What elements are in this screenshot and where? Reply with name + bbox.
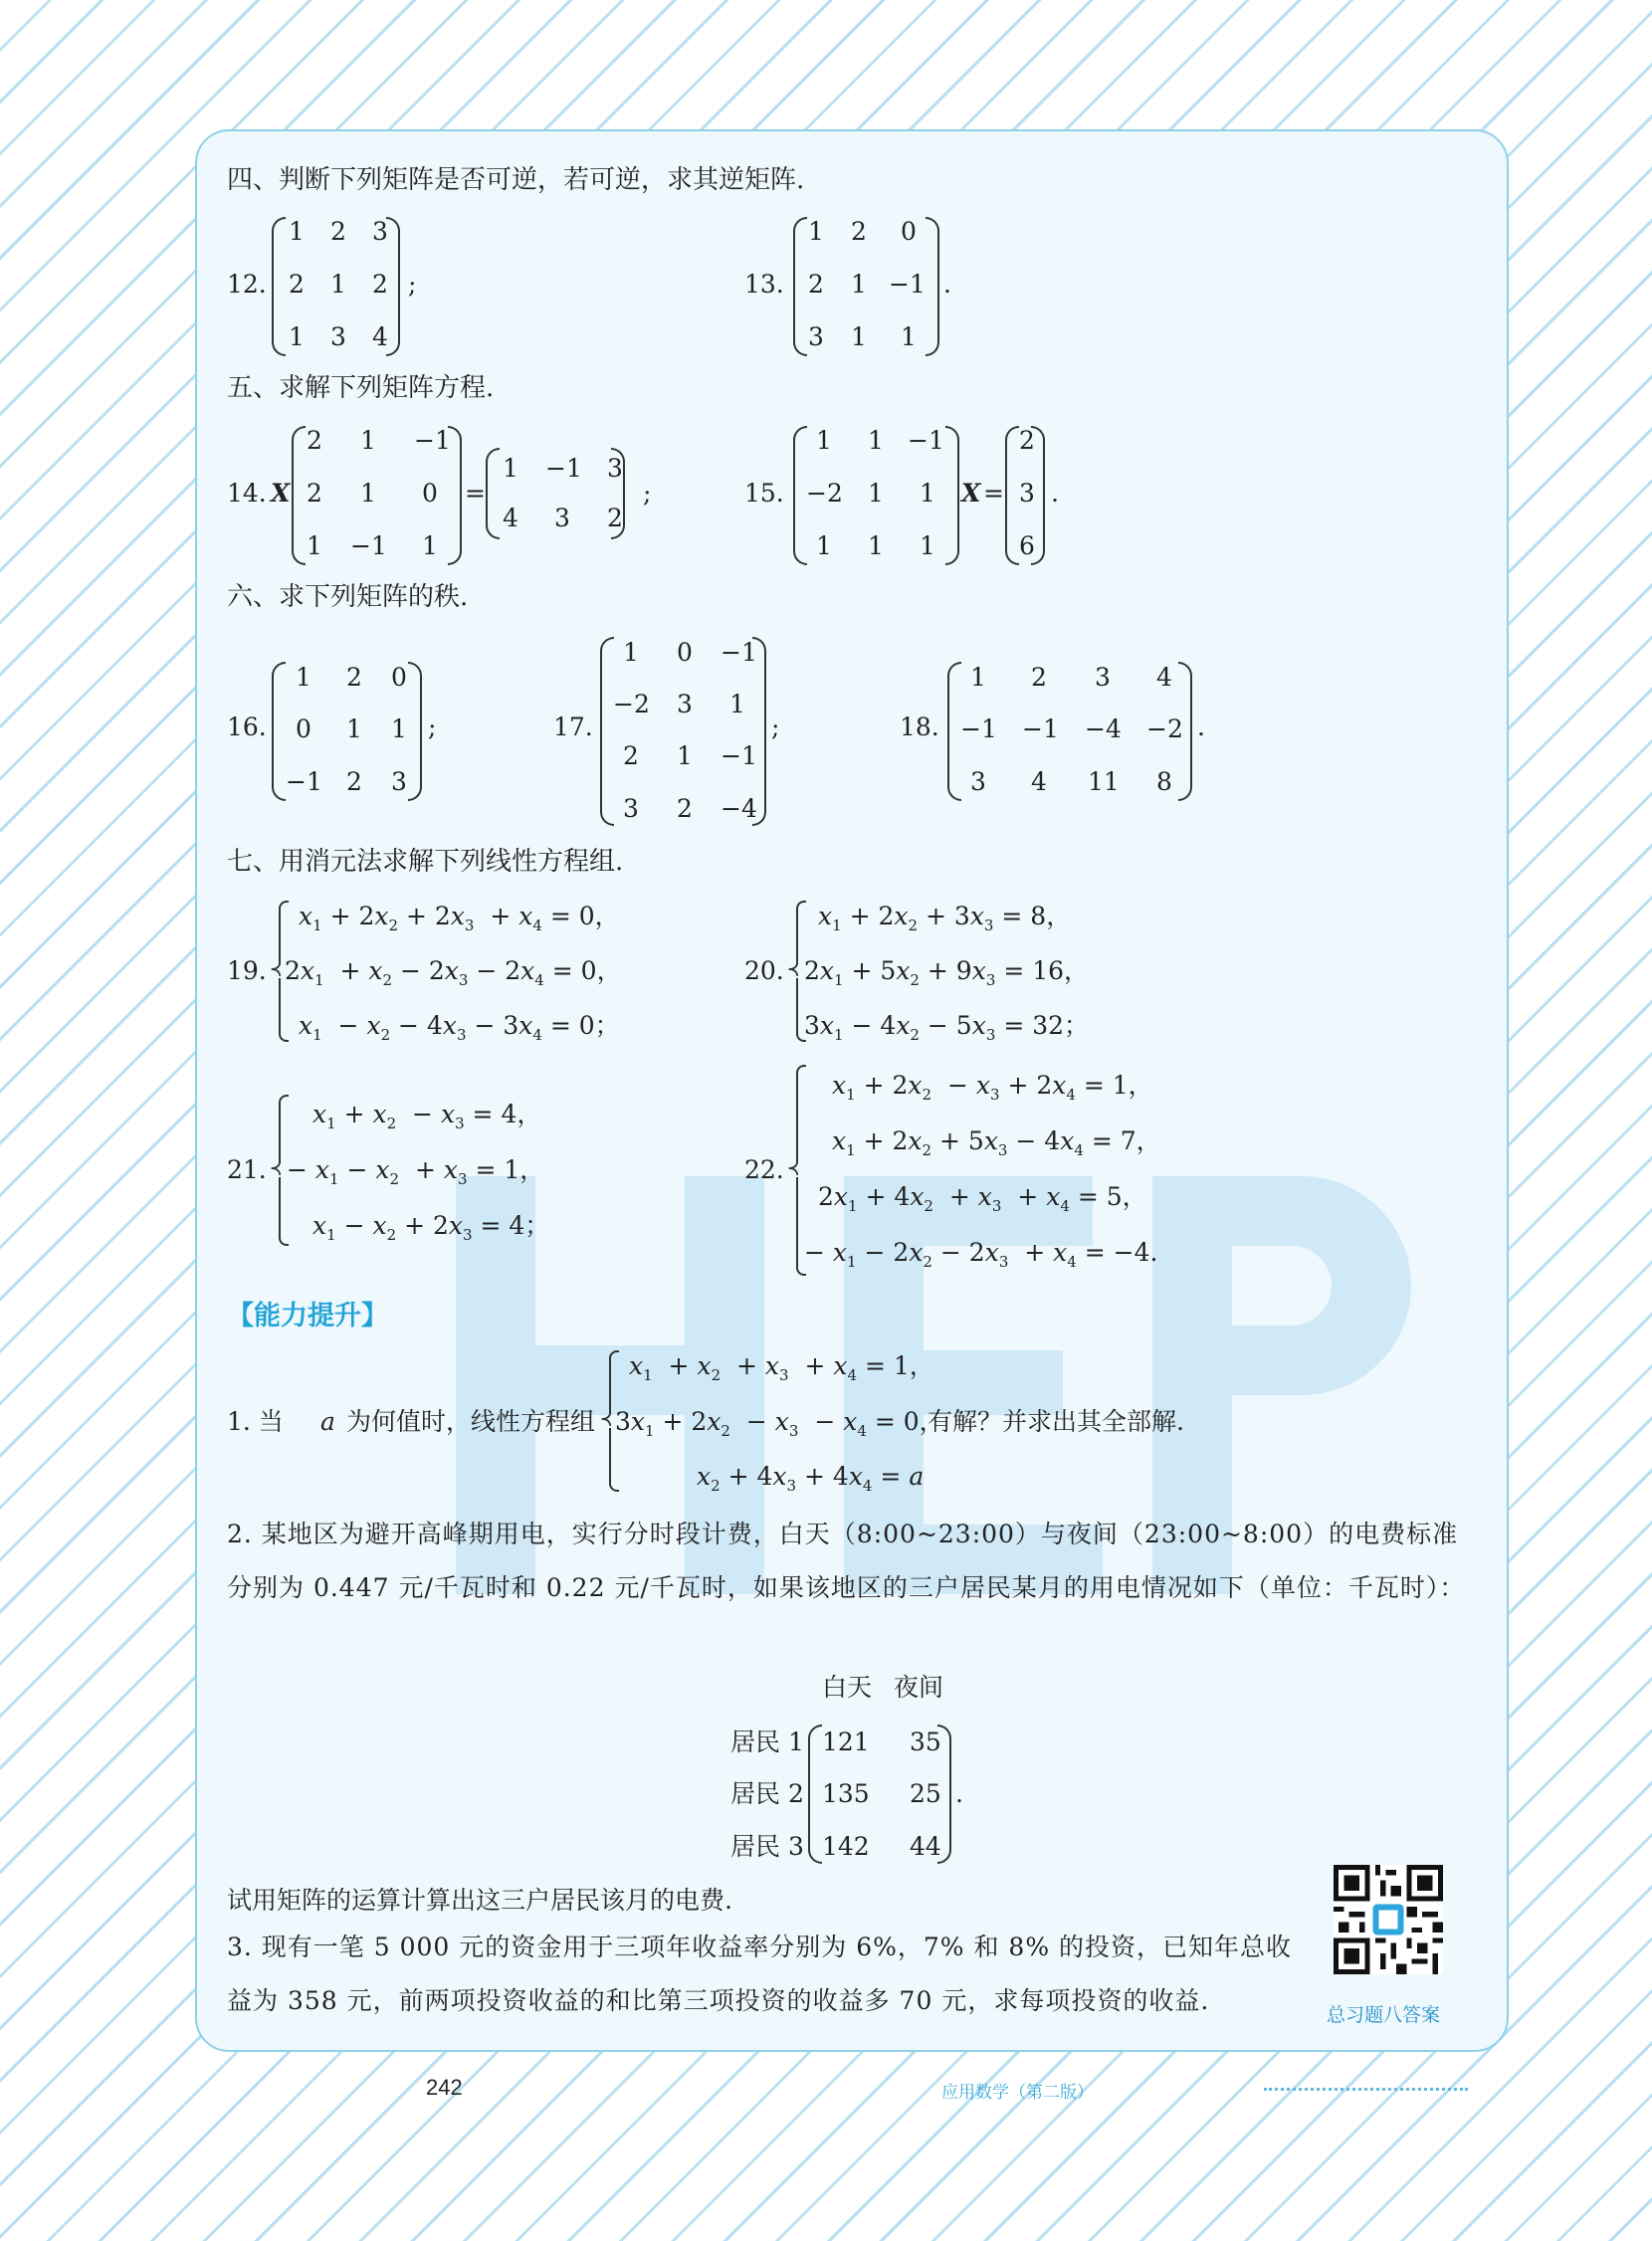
left-paren (600, 637, 614, 826)
matrix-cell: 1 (289, 322, 305, 351)
left-paren (272, 662, 286, 801)
matrix-cell: 1 (677, 741, 693, 770)
matrix-cell: 1 (816, 426, 832, 455)
column-header: 夜间 (894, 1673, 944, 1702)
equation-line: $x_1 + 2x_2 - x_3 + 2x_4 = 1$， (832, 1071, 1153, 1104)
problem-number-17: 17. (553, 713, 593, 741)
left-paren (1005, 426, 1019, 565)
matrix-cell: 0 (901, 217, 917, 246)
punctuation: ; (428, 713, 437, 741)
table-cell: 35 (910, 1728, 941, 1756)
q1-variable: a (320, 1407, 335, 1436)
matrix-cell: −1 (286, 767, 322, 796)
left-paren (793, 426, 807, 565)
equation-line: $x_1 + x_2 - x_3 = 4$， (312, 1100, 542, 1132)
left-brace (271, 901, 283, 1040)
problem-number-18: 18. (900, 713, 939, 741)
matrix-cell: 0 (391, 663, 407, 692)
q3-text: 3. 现有一笔 5 000 元的资金用于三项年收益率分别为 6%，7% 和 8% 的投资，已知年总收益为 358 元，前两项投资收益的和比第三项投资的收益多 70 元，求每项投资的收益. (227, 1933, 1293, 2015)
problem-number-19: 19. (227, 956, 267, 985)
matrix-cell: 1 (868, 531, 884, 560)
right-paren (926, 217, 939, 356)
problem-number-13: 13. (744, 270, 784, 299)
left-paren (808, 1725, 822, 1864)
row-label: 居民 1 (730, 1728, 804, 1756)
equals-sign: = (983, 479, 1004, 508)
punctuation: . (1197, 713, 1205, 741)
equation-line: $x_1 + 2x_2 + 3x_3 = 8$， (818, 902, 1072, 934)
punctuation: ; (643, 479, 652, 508)
matrix-cell: 1 (360, 479, 376, 508)
matrix-cell: 11 (1088, 767, 1120, 796)
matrix-cell: 4 (372, 322, 388, 351)
matrix-cell: −1 (350, 531, 387, 560)
matrix-cell: 1 (289, 217, 305, 246)
left-paren (486, 448, 500, 539)
row-label: 居民 2 (730, 1779, 804, 1808)
matrix-cell: 4 (1031, 767, 1047, 796)
matrix-cell: 3 (554, 504, 570, 532)
matrix-cell: 3 (808, 322, 824, 351)
matrix-cell: 1 (868, 479, 884, 508)
matrix-cell: −2 (806, 479, 843, 508)
matrix-cell: −1 (414, 426, 451, 455)
section-heading-4: 四、判断下列矩阵是否可逆，若可逆，求其逆矩阵. (227, 165, 805, 195)
matrix-cell: 2 (677, 794, 693, 823)
q1-suffix: 有解？并求出其全部解. (928, 1407, 1184, 1436)
matrix-cell: 1 (816, 531, 832, 560)
matrix-cell: 2 (623, 741, 639, 770)
left-paren (292, 426, 306, 565)
equation-line: $x_1 + 2x_2 + 5x_3 - 4x_4 = 7$， (832, 1126, 1161, 1159)
matrix-cell: −4 (1085, 714, 1122, 743)
problem-number-15: 15. (744, 479, 784, 508)
problem-number-20: 20. (744, 956, 784, 985)
matrix-cell: 2 (330, 217, 346, 246)
matrix-cell: 3 (1019, 479, 1035, 508)
matrix-cell: 4 (503, 504, 518, 532)
matrix-cell: 3 (391, 767, 407, 796)
qr-code-label: 总习题八答案 (1327, 2004, 1441, 2026)
right-paren (945, 426, 959, 565)
equation-line: $2x_1 + x_2 - 2x_3 - 2x_4 = 0$， (285, 956, 622, 989)
right-paren (408, 662, 422, 801)
matrix-variable-x: X (961, 479, 981, 508)
q1-prefix: 1. 当 (227, 1407, 284, 1436)
equation-line: $x_1 + x_2 + x_3 + x_4 = 1$， (629, 1351, 934, 1384)
ability-heading: 【能力提升】 (227, 1301, 388, 1331)
matrix-cell: 1 (422, 531, 438, 560)
matrix-cell: 1 (808, 217, 824, 246)
problem-number-14: 14. (227, 479, 267, 508)
matrix-cell: 1 (307, 531, 322, 560)
matrix-cell: 1 (623, 638, 639, 667)
table-cell: 135 (822, 1779, 870, 1808)
table-cell: 25 (910, 1779, 941, 1808)
problem-number-12: 12. (227, 270, 267, 299)
matrix-cell: 2 (851, 217, 867, 246)
left-paren (272, 217, 286, 356)
matrix-cell: 3 (623, 794, 639, 823)
matrix-cell: 3 (677, 690, 693, 718)
punctuation: ; (408, 270, 417, 299)
matrix-cell: 1 (901, 322, 917, 351)
matrix-cell: 6 (1019, 531, 1035, 560)
section-heading-7: 七、用消元法求解下列线性方程组. (227, 847, 624, 877)
matrix-cell: −2 (1146, 714, 1183, 743)
qr-code-icon[interactable] (1334, 1865, 1443, 1974)
matrix-cell: 1 (970, 663, 986, 692)
matrix-cell: 3 (330, 322, 346, 351)
matrix-cell: −1 (960, 714, 997, 743)
equals-sign: = (465, 479, 486, 508)
matrix-cell: 1 (360, 426, 376, 455)
problem-number-16: 16. (227, 713, 267, 741)
matrix-cell: 3 (1095, 663, 1111, 692)
matrix-cell: 1 (851, 270, 867, 299)
q2-text: 2. 某地区为避开高峰期用电，实行分时段计费，白天（8:00~23:00）与夜间（23:00~8:00）的电费标准分别为 0.447 元/千瓦时和 0.22 元/千瓦时，如果该地区的三户居民某月的用电情况如下（单位：千瓦时）： (227, 1520, 1466, 1602)
problem-number-22: 22. (744, 1155, 784, 1184)
punctuation: . (955, 1779, 963, 1808)
problem-number-21: 21. (227, 1155, 267, 1184)
column-header: 白天 (822, 1673, 873, 1702)
matrix-cell: 1 (503, 454, 518, 483)
book-title: 应用数学（第二版） (941, 2083, 1094, 2103)
matrix-cell: −2 (613, 690, 650, 718)
matrix-cell: −1 (545, 454, 582, 483)
matrix-cell: 1 (920, 479, 935, 508)
matrix-cell: 0 (422, 479, 438, 508)
equation-line: $3x_1 - 4x_2 - 5x_3 = 32$； (804, 1011, 1090, 1044)
matrix-cell: 1 (346, 714, 362, 743)
matrix-cell: 1 (330, 270, 346, 299)
matrix-cell: 8 (1156, 767, 1172, 796)
matrix-cell: 3 (372, 217, 388, 246)
punctuation: ; (771, 713, 780, 741)
table-cell: 121 (822, 1728, 870, 1756)
section-heading-6: 六、求下列矩阵的秩. (227, 582, 469, 612)
matrix-cell: 1 (729, 690, 745, 718)
matrix-cell: 3 (607, 454, 623, 483)
matrix-cell: 1 (296, 663, 311, 692)
left-brace (271, 1095, 283, 1244)
section-heading-5: 五、求解下列矩阵方程. (227, 373, 495, 403)
matrix-cell: 2 (289, 270, 305, 299)
punctuation: . (1051, 479, 1059, 508)
table-cell: 44 (910, 1832, 941, 1861)
left-paren (793, 217, 807, 356)
right-paren (386, 217, 400, 356)
equation-line: − $x_1 - 2x_2 - 2x_3 + x_4 = -4$. (804, 1238, 1158, 1271)
matrix-cell: −1 (1022, 714, 1059, 743)
matrix-cell: 2 (346, 663, 362, 692)
left-brace (601, 1350, 613, 1490)
matrix-variable-x: X (271, 479, 291, 508)
left-brace (788, 901, 800, 1040)
matrix-cell: 2 (808, 270, 824, 299)
matrix-cell: 2 (607, 504, 623, 532)
matrix-cell: 2 (1031, 663, 1047, 692)
equation-line: $x_1 - x_2 + 2x_3 = 4$； (312, 1211, 550, 1244)
matrix-cell: 2 (307, 479, 322, 508)
page-number: 242 (426, 2075, 463, 2100)
equation-line: $x_1 + 2x_2 + 2x_3 + x_4 = 0$， (299, 902, 620, 934)
matrix-cell: 1 (391, 714, 407, 743)
matrix-cell: 2 (346, 767, 362, 796)
matrix-cell: 0 (296, 714, 311, 743)
table-cell: 142 (822, 1832, 870, 1861)
equation-line: $2x_1 + 4x_2 + x_3 + x_4 = 5$， (818, 1182, 1147, 1215)
matrix-cell: −1 (889, 270, 926, 299)
left-paren (947, 662, 961, 801)
left-brace (788, 1065, 800, 1274)
matrix-cell: 1 (851, 322, 867, 351)
matrix-cell: 2 (1019, 426, 1035, 455)
matrix-cell: −4 (721, 794, 757, 823)
equation-line: − $x_1 - x_2 + x_3 = 1$， (287, 1155, 545, 1188)
equation-line: $2x_1 + 5x_2 + 9x_3 = 16$， (804, 956, 1090, 989)
matrix-cell: 1 (920, 531, 935, 560)
matrix-cell: −1 (908, 426, 944, 455)
q1-mid: 为何值时，线性方程组 (346, 1407, 596, 1436)
footer-divider (1264, 2088, 1468, 2091)
q2-ask: 试用矩阵的运算计算出这三户居民该月的电费. (227, 1886, 732, 1915)
matrix-cell: 0 (677, 638, 693, 667)
equation-line: $x_2 + 4x_3 + 4x_4 = a$ (697, 1462, 925, 1495)
matrix-cell: 2 (372, 270, 388, 299)
matrix-cell: 3 (970, 767, 986, 796)
matrix-cell: −1 (721, 741, 757, 770)
row-label: 居民 3 (730, 1832, 804, 1861)
matrix-cell: 4 (1156, 663, 1172, 692)
matrix-cell: 1 (868, 426, 884, 455)
equation-line: $x_1 - x_2 - 4x_3 - 3x_4 = 0$； (299, 1011, 620, 1044)
punctuation: . (943, 270, 951, 299)
matrix-cell: 2 (307, 426, 322, 455)
equation-line: $3x_1 + 2x_2 - x_3 - x_4 = 0$， (615, 1407, 944, 1440)
matrix-cell: −1 (721, 638, 757, 667)
